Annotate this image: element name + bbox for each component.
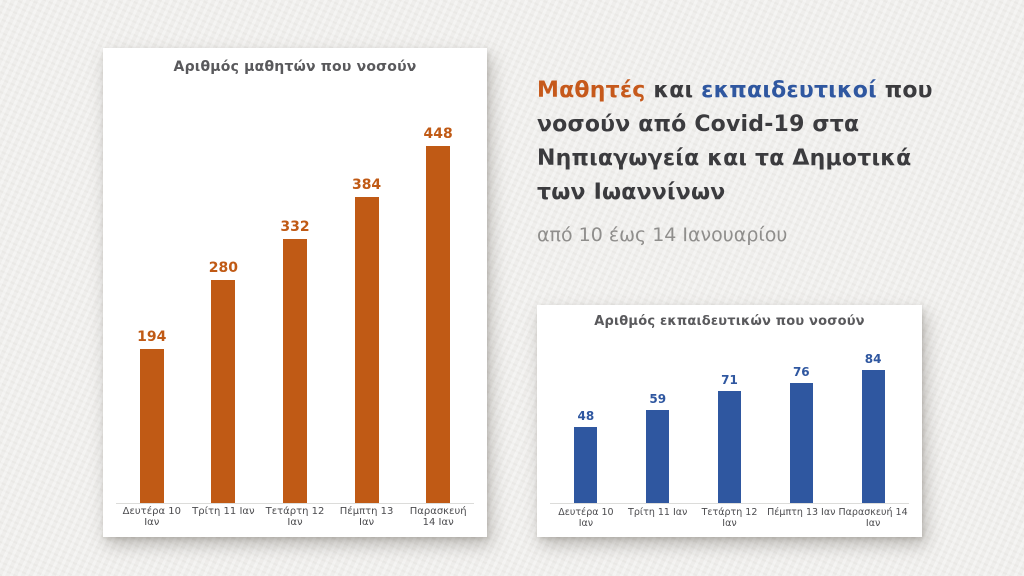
headline-connector: και [645, 78, 702, 103]
bar [862, 370, 885, 503]
bar-column [331, 96, 403, 503]
bar [140, 349, 164, 503]
bar-category-label: Παρασκευή 14 Ιαν [409, 506, 467, 528]
bar [211, 280, 235, 503]
bar [574, 427, 597, 503]
chart-title: Αριθμός μαθητών που νοσούν [173, 59, 417, 75]
chart-title: Αριθμός εκπαιδευτικών που νοσούν [594, 314, 865, 329]
students-chart-card [103, 48, 487, 537]
bar [355, 197, 379, 503]
bar-column [259, 96, 331, 503]
teachers-chart-card [537, 305, 922, 537]
bar-value-label: 280 [208, 260, 238, 276]
bar-value-label: 448 [423, 126, 453, 142]
bar-category-label: Δευτέρα 10 Ιαν [122, 506, 181, 528]
plot-area [550, 332, 909, 504]
bar-category-label: Τρίτη 11 Ιαν [628, 507, 688, 518]
page-title [537, 74, 947, 210]
bar-value-label: 84 [864, 352, 882, 366]
bar-value-label: 194 [137, 329, 167, 345]
bar-value-label: 48 [577, 409, 595, 423]
bar-column [694, 332, 766, 503]
bar-column [837, 332, 909, 503]
bar [426, 146, 450, 503]
bar-category-label: Τετάρτη 12 Ιαν [701, 507, 758, 529]
headline-students-word: Μαθητές [537, 78, 646, 103]
x-axis-labels [116, 506, 474, 528]
bar-category-label: Παρασκευή 14 Ιαν [838, 507, 908, 529]
bar-value-label: 59 [649, 392, 667, 406]
bar-category-label: Τετάρτη 12 Ιαν [265, 506, 325, 528]
headline-rest: που νοσούν από Covid-19 στα Νηπιαγωγεία και τα Δημοτικά των Ιωαννίνων [537, 78, 933, 205]
bar-column [188, 96, 260, 503]
bar [646, 410, 669, 503]
plot-area [116, 96, 474, 504]
bar-column [765, 332, 837, 503]
page-subtitle: από 10 έως 14 Ιανουαρίου [537, 224, 788, 246]
headline-teachers-word: εκπαιδευτικοί [701, 78, 877, 103]
bar-category-label: Δευτέρα 10 Ιαν [558, 507, 614, 529]
bar [718, 391, 741, 503]
bar-category-label: Τρίτη 11 Ιαν [192, 506, 255, 517]
bar-value-label: 332 [280, 219, 310, 235]
bar-category-label: Πέμπτη 13 Ιαν [767, 507, 836, 518]
bar-column [116, 96, 188, 503]
bar [790, 383, 813, 503]
bar-value-label: 71 [721, 373, 738, 387]
bar-value-label: 76 [792, 365, 810, 379]
bar-category-label: Πέμπτη 13 Ιαν [339, 506, 394, 528]
x-axis-labels [550, 507, 909, 529]
bar [283, 239, 307, 503]
bar-column [622, 332, 694, 503]
bar-column [550, 332, 622, 503]
bar-value-label: 384 [351, 177, 382, 193]
bar-column [402, 96, 474, 503]
